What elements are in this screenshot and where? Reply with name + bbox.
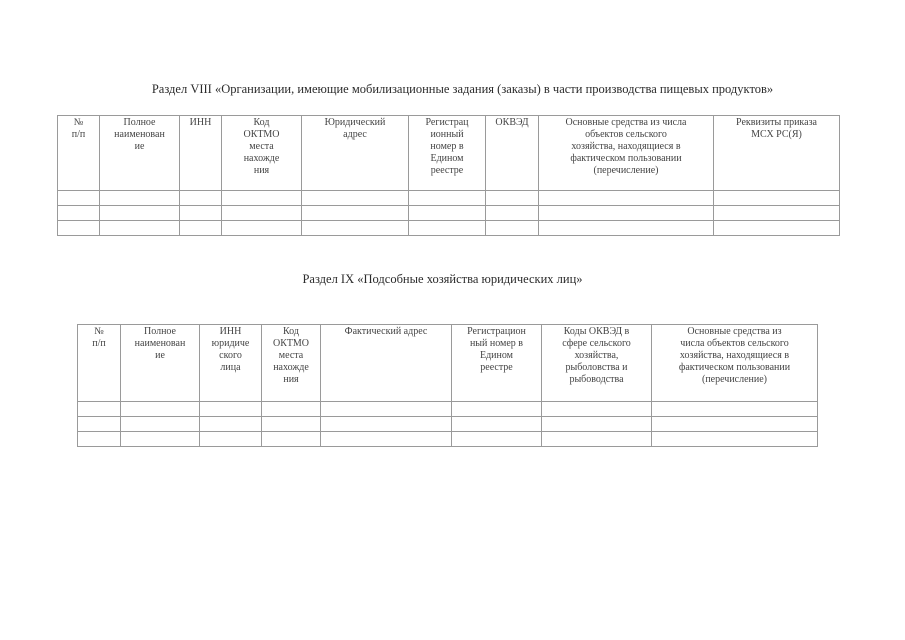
column-header-full-name: Полное наименован ие: [100, 116, 180, 191]
column-header-legal-address: Юридический адрес: [302, 116, 409, 191]
section-9-table: [77, 324, 818, 447]
column-header-inn: ИНН юридиче ского лица: [200, 325, 262, 402]
column-header-registration-number: Регистрацион ный номер в Едином реестре: [452, 325, 542, 402]
column-header-number: № п/п: [78, 325, 121, 402]
section-8-table: [57, 115, 840, 236]
column-header-registration-number: Регистрац ионный номер в Едином реестре: [409, 116, 486, 191]
table-row: [78, 417, 818, 432]
column-header-actual-address: Фактический адрес: [321, 325, 452, 402]
column-header-oktmo: Код ОКТМО места нахожде ния: [262, 325, 321, 402]
column-header-oktmo: Код ОКТМО места нахожде ния: [222, 116, 302, 191]
column-header-order-details: Реквизиты приказа МСХ РС(Я): [714, 116, 840, 191]
column-header-inn: ИНН: [180, 116, 222, 191]
table-header-row: [58, 116, 840, 191]
column-header-full-name: Полное наименован ие: [121, 325, 200, 402]
column-header-okved: ОКВЭД: [486, 116, 539, 191]
column-header-okved-codes: Коды ОКВЭД в сфере сельского хозяйства, рыболовства и рыбоводства: [542, 325, 652, 402]
section-8-title: Раздел VIII «Организации, имеющие мобилизационные задания (заказы) в части производства пищевых продуктов»: [151, 82, 774, 96]
column-header-fixed-assets: Основные средства из числа объектов сельского хозяйства, находящиеся в фактическом пользовании (перечисление): [539, 116, 714, 191]
table-row: [58, 191, 840, 206]
table-row: [78, 402, 818, 417]
table-row: [58, 206, 840, 221]
table-row: [78, 432, 818, 447]
table-row: [58, 221, 840, 236]
column-header-number: № п/п: [58, 116, 100, 191]
table-header-row: [78, 325, 818, 402]
section-9-title: Раздел IX «Подсобные хозяйства юридических лиц»: [302, 272, 583, 286]
column-header-fixed-assets: Основные средства из числа объектов сельского хозяйства, находящиеся в фактическом пользовании (перечисление): [652, 325, 818, 402]
